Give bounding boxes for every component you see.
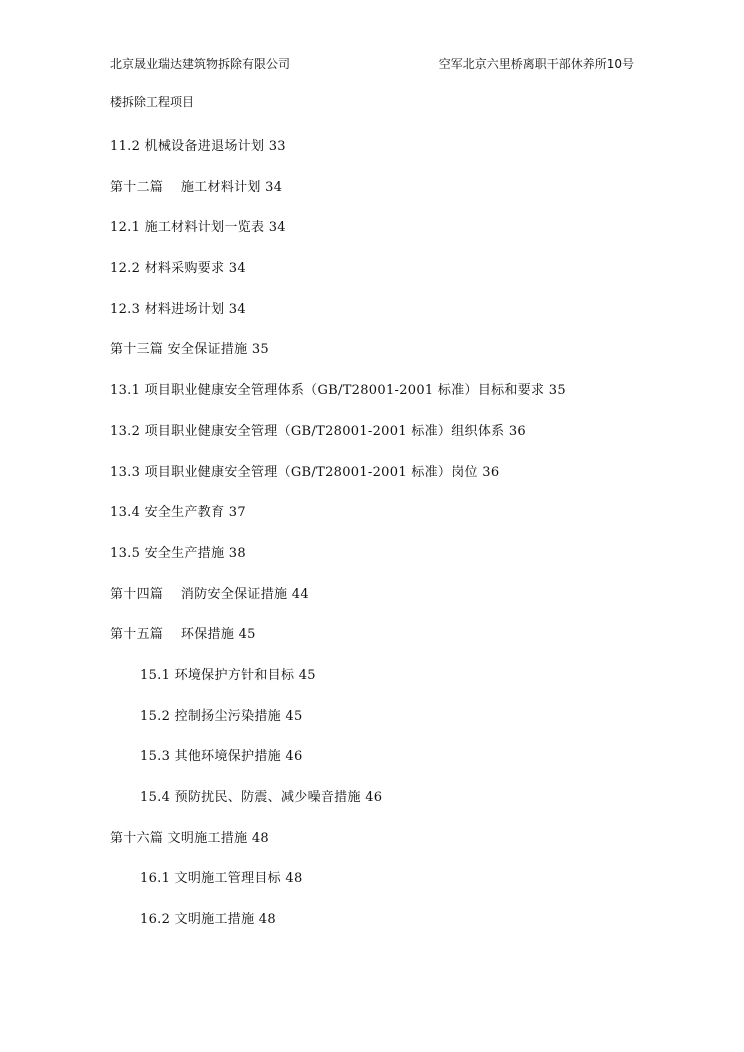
toc-entry[interactable]: 13.4 安全生产教育 37 bbox=[110, 505, 246, 521]
toc-entry[interactable]: 13.5 安全生产措施 38 bbox=[110, 545, 246, 561]
toc-entry[interactable]: 第十三篇 安全保证措施 35 bbox=[110, 342, 270, 358]
toc-entry[interactable]: 12.3 材料进场计划 34 bbox=[110, 301, 246, 317]
toc-entry[interactable]: 13.3 项目职业健康安全管理（GB/T28001-2001 标准）岗位 36 bbox=[110, 464, 500, 480]
header-project-title: 空军北京六里桥离职干部休养所10号 bbox=[438, 57, 634, 71]
toc-entry[interactable]: 12.1 施工材料计划一览表 34 bbox=[110, 220, 286, 236]
toc-entry[interactable]: 12.2 材料采购要求 34 bbox=[110, 261, 246, 277]
table-of-contents bbox=[110, 137, 670, 951]
toc-entry[interactable]: 第十二篇 施工材料计划 34 bbox=[110, 179, 283, 195]
toc-entry[interactable]: 13.2 项目职业健康安全管理（GB/T28001-2001 标准）组织体系 36 bbox=[110, 423, 527, 439]
header-company-name: 北京晟业瑞达建筑物拆除有限公司 bbox=[110, 57, 291, 71]
toc-entry[interactable]: 11.2 机械设备进退场计划 33 bbox=[110, 139, 286, 154]
toc-entry[interactable]: 13.1 项目职业健康安全管理体系（GB/T28001-2001 标准）目标和要求 35 bbox=[110, 383, 566, 399]
toc-entry[interactable]: 15.1 环境保护方针和目标 45 bbox=[140, 667, 316, 683]
header-project-title-continued: 楼拆除工程项目 bbox=[110, 95, 195, 109]
toc-entry[interactable]: 第十五篇 环保措施 45 bbox=[110, 627, 256, 643]
toc-entry[interactable]: 第十六篇 文明施工措施 48 bbox=[110, 830, 270, 846]
toc-entry[interactable]: 16.1 文明施工管理目标 48 bbox=[140, 871, 303, 887]
toc-entry[interactable]: 15.3 其他环境保护措施 46 bbox=[140, 749, 303, 765]
toc-entry[interactable]: 16.2 文明施工措施 48 bbox=[140, 912, 276, 928]
toc-entry[interactable]: 第十四篇 消防安全保证措施 44 bbox=[110, 586, 309, 602]
toc-entry[interactable]: 15.4 预防扰民、防震、减少噪音措施 46 bbox=[140, 790, 383, 805]
toc-entry[interactable]: 15.2 控制扬尘污染措施 45 bbox=[140, 708, 303, 724]
